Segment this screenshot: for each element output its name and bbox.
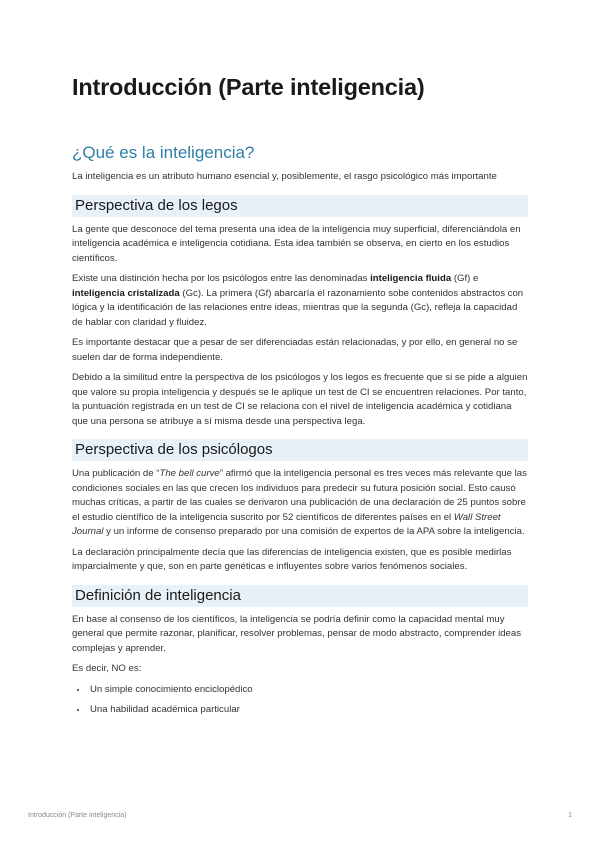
italic-title-wsj: Wall Street Journal <box>72 511 501 537</box>
section-heading-que-es: ¿Qué es la inteligencia? <box>72 143 255 162</box>
paragraph: La gente que desconoce del tema presenta una idea de la inteligencia muy superficial, diferenciándola en inteligencia académica e inteligencia cotidiana. Esta idea también se observa, en cierto en los estudios científicos. <box>72 223 521 264</box>
section-heading-psicologos: Perspectiva de los psicólogos <box>72 439 528 461</box>
paragraph: Es decir, NO es: <box>72 663 142 674</box>
text-span: (Gc). La primera (Gf) abarcaría el razonamiento sobe contenidos abstractos con lógica y la identificación de las relaciones entre ideas, mientras que la segunda (Gc), refleja la capacidad de hablar con claridad y fluidez. <box>72 287 524 328</box>
paragraph: Debido a la similitud entre la perspectiva de los psicólogos y los legos es frecuente que si se pide a alguien que valore su propia inteligencia y después se le aplique un test de CI se encuentren relaciones. Por tanto, la puntuación registrada en un test de CI se relaciona con el nivel de inteligencia académica y cotidiana que una persona se atribuye a sí misma desde una perspectiva lega. <box>72 372 528 427</box>
document-page <box>72 72 528 724</box>
italic-title-bell-curve: The bell curve <box>159 468 220 479</box>
paragraph <box>72 467 528 540</box>
section-heading-definicion: Definición de inteligencia <box>72 585 528 607</box>
paragraph: En base al consenso de los científicos, la inteligencia se podría definir como la capacidad mental muy general que permite razonar, planificar, resolver problemas, pensar de modo abstracto, comprender ideas complejas y aprender. <box>72 613 522 654</box>
paragraph: La inteligencia es un atributo humano esencial y, posiblemente, el rasgo psicológico más importante <box>72 171 497 182</box>
page-number: 1 <box>568 812 572 819</box>
paragraph: Es importante destacar que a pesar de ser diferenciadas están relacionadas, y por ello, en general no se suelen dar de forma independiente. <box>72 337 518 363</box>
bold-term-cristalizada: inteligencia cristalizada <box>72 287 180 299</box>
text-span: (Gf) e <box>451 273 479 284</box>
list-item: • Una habilidad académica particular <box>88 703 528 718</box>
text-span: ” afirmó que la inteligencia personal es tres veces más relevante que las condiciones sociales en las que crecen los individuos para predecir su futura posición social. Esto causó muchas críticas, a partir de las cuales se derivaron una publicación de una declaración de 25 puntos sobre el estudio científico de la inteligencia suscrito por 52 científicos de diferentes países en el <box>72 468 527 523</box>
footer-title: Introducción (Parte inteligencia) <box>28 812 127 819</box>
bullet-list <box>72 683 528 718</box>
paragraph <box>72 272 528 330</box>
page-footer <box>28 812 572 819</box>
bold-term-fluida: inteligencia fluida <box>370 273 452 284</box>
page-title: Introducción (Parte inteligencia) <box>72 74 425 100</box>
list-item: • Un simple conocimiento enciclopédico <box>88 683 528 698</box>
text-span: y un informe de consenso preparado por una comisión de expertos de la APA sobre la inteligencia. <box>103 526 525 537</box>
text-span: Una publicación de “ <box>72 468 160 479</box>
text-span: Existe una distinción hecha por los psicólogos entre las denominadas <box>72 273 371 284</box>
paragraph: La declaración principalmente decía que las diferencias de inteligencia existen, que es posible medirlas imparcialmente y que, son en parte genéticas e influyentes sobre varios fenómenos sociales. <box>72 546 512 572</box>
section-heading-legos: Perspectiva de los legos <box>72 195 528 217</box>
